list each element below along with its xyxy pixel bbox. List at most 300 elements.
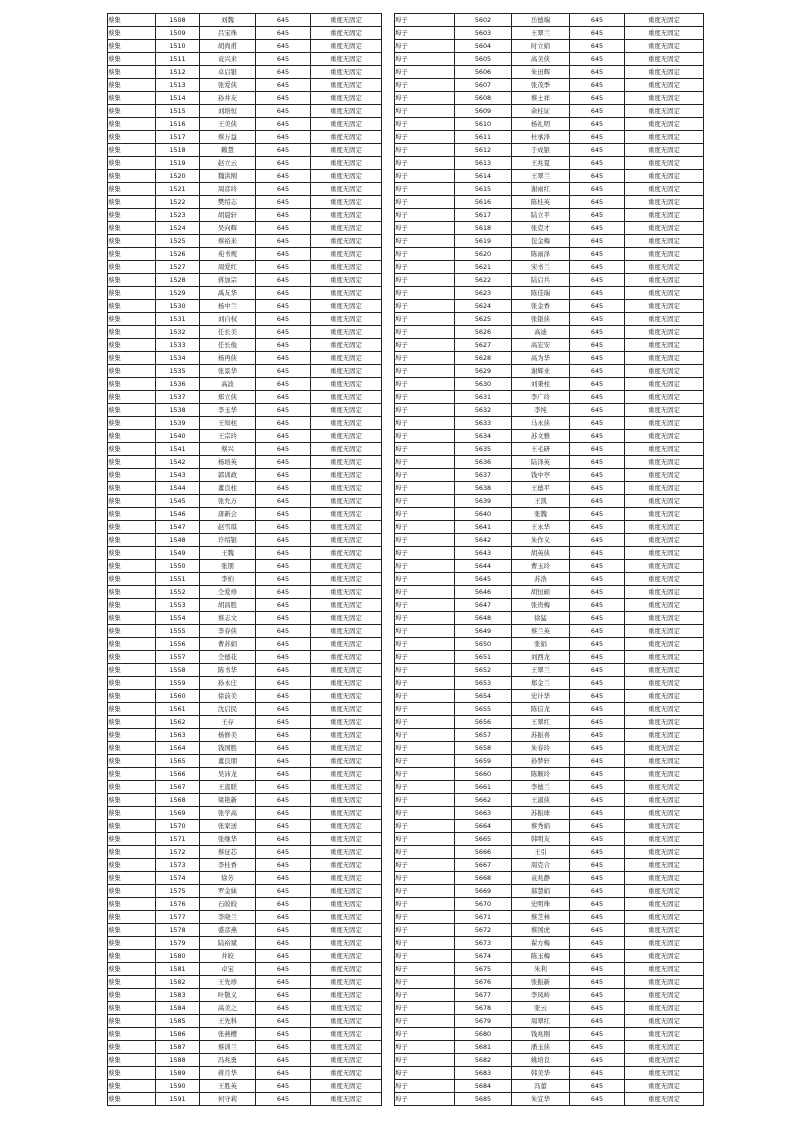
id-cell: 5602 [455,14,512,27]
note-cell: 重度无固定 [311,131,382,144]
town-cell: 蔡集 [108,885,156,898]
amount-cell: 645 [570,378,625,391]
id-cell: 1551 [156,573,200,586]
town-cell: 埠子 [395,950,455,963]
name-cell: 李玉华 [200,404,256,417]
table-row [108,846,382,859]
amount-cell: 645 [570,547,625,560]
town-cell: 埠子 [395,287,455,300]
note-cell: 重度无固定 [625,885,704,898]
amount-cell: 645 [570,66,625,79]
note-cell: 重度无固定 [625,612,704,625]
town-cell: 埠子 [395,1054,455,1067]
table-row [395,755,704,768]
note-cell: 重度无固定 [311,573,382,586]
note-cell: 重度无固定 [311,664,382,677]
note-cell: 重度无固定 [311,313,382,326]
amount-cell: 645 [570,690,625,703]
name-cell: 徐芳 [200,872,256,885]
id-cell: 5610 [455,118,512,131]
name-cell: 梁艳新 [200,794,256,807]
amount-cell: 645 [256,612,311,625]
town-cell: 埠子 [395,898,455,911]
amount-cell: 645 [256,391,311,404]
note-cell: 重度无固定 [311,222,382,235]
table-row [395,326,704,339]
table-row [108,40,382,53]
id-cell: 5659 [455,755,512,768]
id-cell: 1555 [156,625,200,638]
id-cell: 1587 [156,1041,200,1054]
id-cell: 5655 [455,703,512,716]
amount-cell: 645 [256,79,311,92]
amount-cell: 645 [570,768,625,781]
table-row [395,27,704,40]
note-cell: 重度无固定 [311,1002,382,1015]
name-cell: 胡英侠 [512,547,570,560]
town-cell: 蔡集 [108,560,156,573]
amount-cell: 645 [256,846,311,859]
note-cell: 重度无固定 [311,755,382,768]
town-cell: 蔡集 [108,456,156,469]
note-cell: 重度无固定 [311,690,382,703]
id-cell: 5626 [455,326,512,339]
id-cell: 1570 [156,820,200,833]
amount-cell: 645 [256,40,311,53]
id-cell: 5607 [455,79,512,92]
amount-cell: 645 [256,586,311,599]
table-row [108,105,382,118]
id-cell: 5679 [455,1015,512,1028]
amount-cell: 645 [256,950,311,963]
id-cell: 1542 [156,456,200,469]
note-cell: 重度无固定 [625,456,704,469]
note-cell: 重度无固定 [311,625,382,638]
name-cell: 谢辉业 [512,365,570,378]
name-cell: 卓启银 [200,66,256,79]
note-cell: 重度无固定 [311,638,382,651]
table-row [395,378,704,391]
table-row [395,131,704,144]
town-cell: 埠子 [395,742,455,755]
note-cell: 重度无固定 [625,170,704,183]
amount-cell: 645 [570,950,625,963]
note-cell: 重度无固定 [625,1002,704,1015]
amount-cell: 645 [256,261,311,274]
name-cell: 马永侠 [512,417,570,430]
town-cell: 蔡集 [108,170,156,183]
table-row [395,40,704,53]
amount-cell: 645 [256,27,311,40]
town-cell: 埠子 [395,781,455,794]
name-cell: 余桂证 [512,105,570,118]
id-cell: 1584 [156,1002,200,1015]
name-cell: 何守莉 [200,1093,256,1106]
amount-cell: 645 [570,482,625,495]
name-cell: 王知柱 [200,417,256,430]
town-cell: 蔡集 [108,209,156,222]
town-cell: 蔡集 [108,547,156,560]
note-cell: 重度无固定 [625,352,704,365]
name-cell: 朱宜华 [512,1093,570,1106]
id-cell: 1547 [156,521,200,534]
name-cell: 刘培恒 [200,105,256,118]
name-cell: 钱兆刚 [512,1028,570,1041]
name-cell: 吴向辉 [200,222,256,235]
name-cell: 陈雨泽 [512,248,570,261]
id-cell: 5654 [455,690,512,703]
name-cell: 李桂香 [200,859,256,872]
town-cell: 埠子 [395,716,455,729]
table-row [395,235,704,248]
amount-cell: 645 [256,937,311,950]
note-cell: 重度无固定 [311,274,382,287]
name-cell: 陆立平 [512,209,570,222]
town-cell: 蔡集 [108,287,156,300]
amount-cell: 645 [570,274,625,287]
id-cell: 5660 [455,768,512,781]
table-row [395,79,704,92]
town-cell: 蔡集 [108,872,156,885]
name-cell: 朱春玲 [512,742,570,755]
name-cell: 陈桂英 [512,196,570,209]
name-cell: 陆启兵 [512,274,570,287]
table-row [108,677,382,690]
name-cell: 韩美华 [512,1067,570,1080]
town-cell: 蔡集 [108,261,156,274]
name-cell: 叶敬义 [200,989,256,1002]
town-cell: 蔡集 [108,911,156,924]
name-cell: 张继华 [200,833,256,846]
town-cell: 埠子 [395,729,455,742]
town-cell: 埠子 [395,261,455,274]
amount-cell: 645 [256,196,311,209]
note-cell: 重度无固定 [625,27,704,40]
name-cell: 王先科 [200,1015,256,1028]
id-cell: 1529 [156,287,200,300]
table-row [395,469,704,482]
note-cell: 重度无固定 [625,482,704,495]
town-cell: 埠子 [395,573,455,586]
id-cell: 5627 [455,339,512,352]
name-cell: 蔡万益 [200,131,256,144]
table-row [108,365,382,378]
id-cell: 5625 [455,313,512,326]
note-cell: 重度无固定 [625,690,704,703]
id-cell: 5620 [455,248,512,261]
amount-cell: 645 [570,430,625,443]
amount-cell: 645 [256,768,311,781]
town-cell: 埠子 [395,534,455,547]
name-cell: 王宗玲 [200,430,256,443]
table-row [108,53,382,66]
note-cell: 重度无固定 [625,950,704,963]
id-cell: 1508 [156,14,200,27]
table-row [108,235,382,248]
name-cell: 蔡裕来 [200,235,256,248]
name-cell: 岳德端 [512,14,570,27]
note-cell: 重度无固定 [625,638,704,651]
name-cell: 沈启民 [200,703,256,716]
amount-cell: 645 [570,287,625,300]
amount-cell: 645 [256,573,311,586]
note-cell: 重度无固定 [311,118,382,131]
table-row [108,1015,382,1028]
town-cell: 埠子 [395,508,455,521]
note-cell: 重度无固定 [625,92,704,105]
amount-cell: 645 [570,313,625,326]
note-cell: 重度无固定 [311,1093,382,1106]
town-cell: 蔡集 [108,1080,156,1093]
name-cell: 王凯 [512,495,570,508]
id-cell: 1520 [156,170,200,183]
name-cell: 郝慧娟 [512,885,570,898]
table-row [108,534,382,547]
name-cell: 禹友华 [200,287,256,300]
name-cell: 姚培良 [512,1054,570,1067]
note-cell: 重度无固定 [625,196,704,209]
town-cell: 埠子 [395,326,455,339]
note-cell: 重度无固定 [625,495,704,508]
table-row [395,560,704,573]
id-cell: 1517 [156,131,200,144]
id-cell: 5665 [455,833,512,846]
town-cell: 蔡集 [108,391,156,404]
amount-cell: 645 [256,638,311,651]
id-cell: 1559 [156,677,200,690]
name-cell: 蒋月华 [200,1067,256,1080]
amount-cell: 645 [570,859,625,872]
table-row [108,248,382,261]
name-cell: 韩明友 [512,833,570,846]
town-cell: 蔡集 [108,625,156,638]
town-cell: 埠子 [395,352,455,365]
amount-cell: 645 [570,651,625,664]
table-row [395,859,704,872]
town-cell: 埠子 [395,820,455,833]
town-cell: 埠子 [395,1028,455,1041]
name-cell: 苏文雅 [512,430,570,443]
id-cell: 1556 [156,638,200,651]
town-cell: 蔡集 [108,703,156,716]
id-cell: 5617 [455,209,512,222]
name-cell: 蔡秀娟 [512,820,570,833]
table-row [395,651,704,664]
id-cell: 5647 [455,599,512,612]
town-cell: 埠子 [395,885,455,898]
note-cell: 重度无固定 [625,209,704,222]
amount-cell: 645 [570,742,625,755]
table-row [395,313,704,326]
id-cell: 1544 [156,482,200,495]
id-cell: 1530 [156,300,200,313]
amount-cell: 645 [570,534,625,547]
table-row [108,794,382,807]
note-cell: 重度无固定 [311,235,382,248]
table-row [108,755,382,768]
amount-cell: 645 [256,1093,311,1106]
table-row [108,430,382,443]
table-row [395,105,704,118]
note-cell: 重度无固定 [311,40,382,53]
id-cell: 1537 [156,391,200,404]
name-cell: 宋书兰 [512,261,570,274]
name-cell: 郑立侠 [200,391,256,404]
note-cell: 重度无固定 [311,14,382,27]
note-cell: 重度无固定 [625,157,704,170]
name-cell: 高迪 [512,326,570,339]
name-cell: 董良柱 [200,482,256,495]
town-cell: 蔡集 [108,1041,156,1054]
amount-cell: 645 [570,1054,625,1067]
note-cell: 重度无固定 [625,40,704,53]
note-cell: 重度无固定 [311,144,382,157]
note-cell: 重度无固定 [625,781,704,794]
id-cell: 1535 [156,365,200,378]
note-cell: 重度无固定 [625,651,704,664]
id-cell: 5651 [455,651,512,664]
amount-cell: 645 [256,508,311,521]
town-cell: 埠子 [395,1080,455,1093]
town-cell: 埠子 [395,131,455,144]
table-row [108,222,382,235]
name-cell: 李广玲 [512,391,570,404]
note-cell: 重度无固定 [625,521,704,534]
table-row [108,885,382,898]
id-cell: 1527 [156,261,200,274]
name-cell: 张家送 [200,820,256,833]
amount-cell: 645 [256,14,311,27]
table-row [108,209,382,222]
town-cell: 埠子 [395,612,455,625]
amount-cell: 645 [256,1015,311,1028]
name-cell: 吕宝珠 [200,27,256,40]
table-row [108,443,382,456]
id-cell: 1543 [156,469,200,482]
id-cell: 5670 [455,898,512,911]
amount-cell: 645 [256,1028,311,1041]
name-cell: 张魏 [512,508,570,521]
table-row [108,508,382,521]
town-cell: 蔡集 [108,807,156,820]
note-cell: 重度无固定 [625,755,704,768]
id-cell: 1561 [156,703,200,716]
town-cell: 蔡集 [108,573,156,586]
name-cell: 苏浩 [512,573,570,586]
table-row [395,612,704,625]
note-cell: 重度无固定 [311,833,382,846]
id-cell: 5676 [455,976,512,989]
name-cell: 张克才 [512,222,570,235]
town-cell: 埠子 [395,989,455,1002]
table-row [395,339,704,352]
town-cell: 埠子 [395,937,455,950]
amount-cell: 645 [256,326,311,339]
town-cell: 蔡集 [108,248,156,261]
table-row [395,222,704,235]
id-cell: 5629 [455,365,512,378]
roster-table-right-body [395,14,704,1106]
id-cell: 5616 [455,196,512,209]
id-cell: 1546 [156,508,200,521]
note-cell: 重度无固定 [625,14,704,27]
town-cell: 埠子 [395,846,455,859]
table-row [395,196,704,209]
town-cell: 蔡集 [108,950,156,963]
table-row [108,261,382,274]
amount-cell: 645 [570,235,625,248]
table-row [395,1015,704,1028]
town-cell: 蔡集 [108,976,156,989]
note-cell: 重度无固定 [625,677,704,690]
town-cell: 埠子 [395,547,455,560]
town-cell: 蔡集 [108,404,156,417]
note-cell: 重度无固定 [625,66,704,79]
town-cell: 蔡集 [108,846,156,859]
id-cell: 5657 [455,729,512,742]
id-cell: 5639 [455,495,512,508]
name-cell: 曹苏娟 [200,638,256,651]
amount-cell: 645 [256,1054,311,1067]
amount-cell: 645 [570,27,625,40]
amount-cell: 645 [570,469,625,482]
table-row [395,92,704,105]
id-cell: 5608 [455,92,512,105]
name-cell: 刘自权 [200,313,256,326]
note-cell: 重度无固定 [311,586,382,599]
name-cell: 张娟 [512,638,570,651]
town-cell: 埠子 [395,1041,455,1054]
amount-cell: 645 [570,53,625,66]
note-cell: 重度无固定 [625,365,704,378]
amount-cell: 645 [256,547,311,560]
note-cell: 重度无固定 [311,469,382,482]
table-row [395,391,704,404]
amount-cell: 645 [256,794,311,807]
id-cell: 1526 [156,248,200,261]
town-cell: 埠子 [395,417,455,430]
amount-cell: 645 [570,989,625,1002]
name-cell: 蔡芝林 [512,911,570,924]
note-cell: 重度无固定 [311,495,382,508]
note-cell: 重度无固定 [625,287,704,300]
town-cell: 埠子 [395,53,455,66]
note-cell: 重度无固定 [625,222,704,235]
amount-cell: 645 [570,92,625,105]
id-cell: 5646 [455,586,512,599]
note-cell: 重度无固定 [311,885,382,898]
id-cell: 1548 [156,534,200,547]
name-cell: 罗金妹 [200,885,256,898]
name-cell: 刘魏 [200,14,256,27]
table-row [395,781,704,794]
note-cell: 重度无固定 [311,508,382,521]
name-cell: 蔡士祥 [512,92,570,105]
note-cell: 重度无固定 [625,1041,704,1054]
note-cell: 重度无固定 [311,443,382,456]
amount-cell: 645 [570,963,625,976]
amount-cell: 645 [256,209,311,222]
name-cell: 周彦玲 [200,183,256,196]
table-row [108,807,382,820]
amount-cell: 645 [256,664,311,677]
amount-cell: 645 [256,911,311,924]
id-cell: 1563 [156,729,200,742]
name-cell: 周翠红 [512,1015,570,1028]
note-cell: 重度无固定 [311,924,382,937]
table-row [395,495,704,508]
id-cell: 1583 [156,989,200,1002]
